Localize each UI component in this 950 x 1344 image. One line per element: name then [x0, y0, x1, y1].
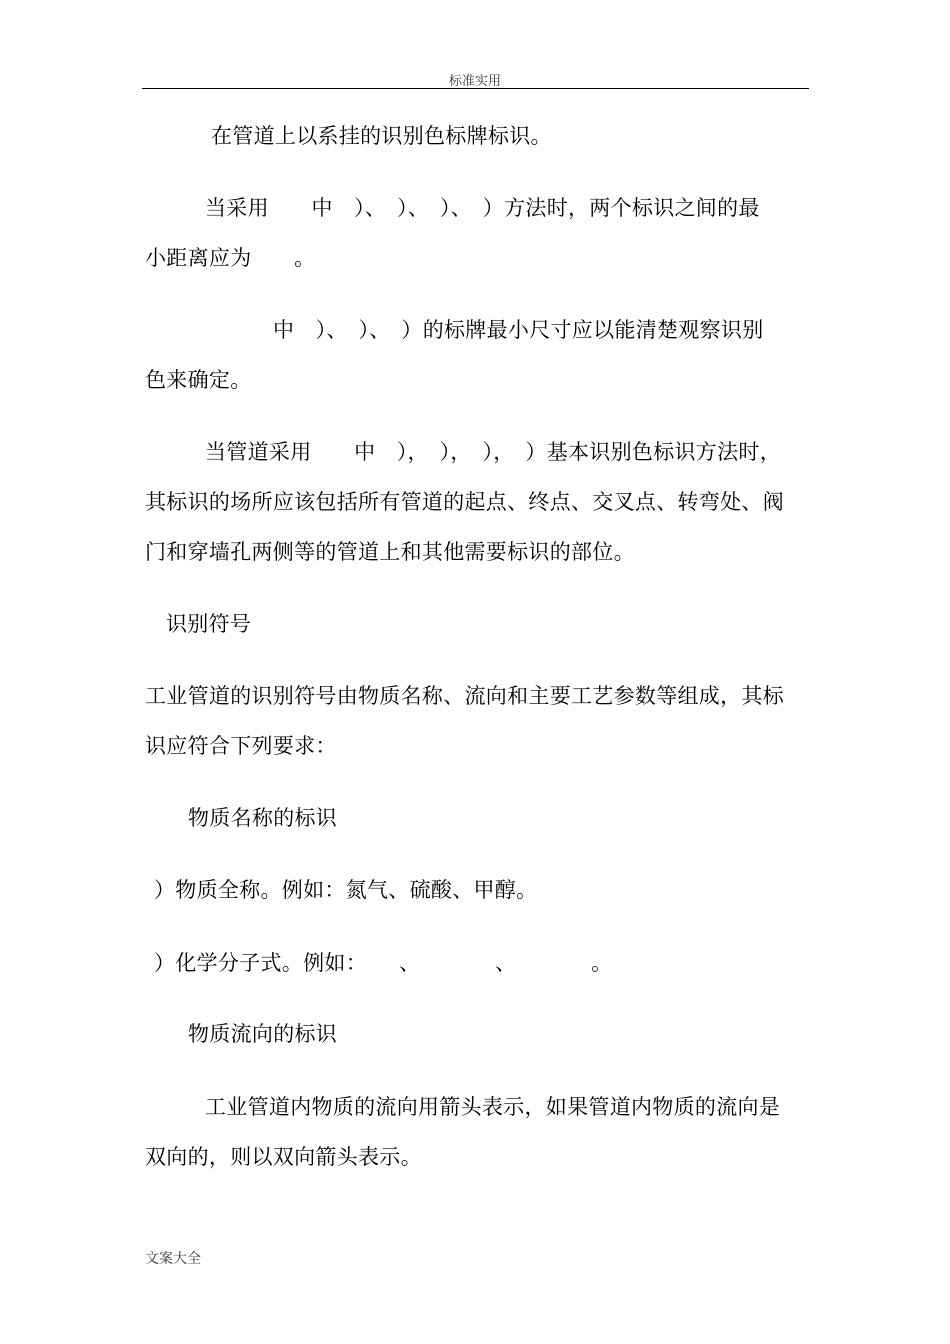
text-line: 识应符合下列要求：: [145, 734, 337, 758]
text-line: 其标识的场所应该包括所有管道的起点、终点、交叉点、转弯处、阀: [145, 490, 784, 514]
page-footer: 文案大全: [145, 1251, 201, 1267]
text-line: 工业管道内物质的流向用箭头表示，如果管道内物质的流向是: [205, 1095, 781, 1119]
text-line: 双向的，则以双向箭头表示。: [145, 1145, 422, 1169]
text-line: 工业管道的识别符号由物质名称、流向和主要工艺参数等组成，其标: [145, 684, 784, 708]
text-line: 当采用 中 ）、 ）、 ）、 ）方法时，两个标识之间的最: [205, 196, 760, 220]
section-heading: 识别符号: [166, 612, 252, 636]
list-item: ）物质全称。例如：氮气、硫酸、甲醇。: [154, 878, 538, 902]
page-header: 标准实用: [448, 74, 501, 89]
text-line: 中 ）、 ）、 ）的标牌最小尺寸应以能清楚观察识别: [273, 318, 764, 342]
list-item: ）化学分子式。例如： 、 、 。: [154, 951, 613, 975]
header-rule: [142, 88, 809, 89]
subsection-heading: 物质流向的标识: [188, 1022, 338, 1046]
text-line: 门和穿墙孔两侧等的管道上和其他需要标识的部位。: [145, 540, 635, 564]
text-line: 当管道采用 中 ）， ）， ）， ）基本识别色标识方法时，: [205, 440, 781, 464]
text-line: 小距离应为 。: [145, 246, 316, 270]
subsection-heading: 物质名称的标识: [188, 806, 338, 830]
text-line: 在管道上以系挂的识别色标牌标识。: [211, 124, 552, 148]
text-line: 色来确定。: [145, 368, 252, 392]
